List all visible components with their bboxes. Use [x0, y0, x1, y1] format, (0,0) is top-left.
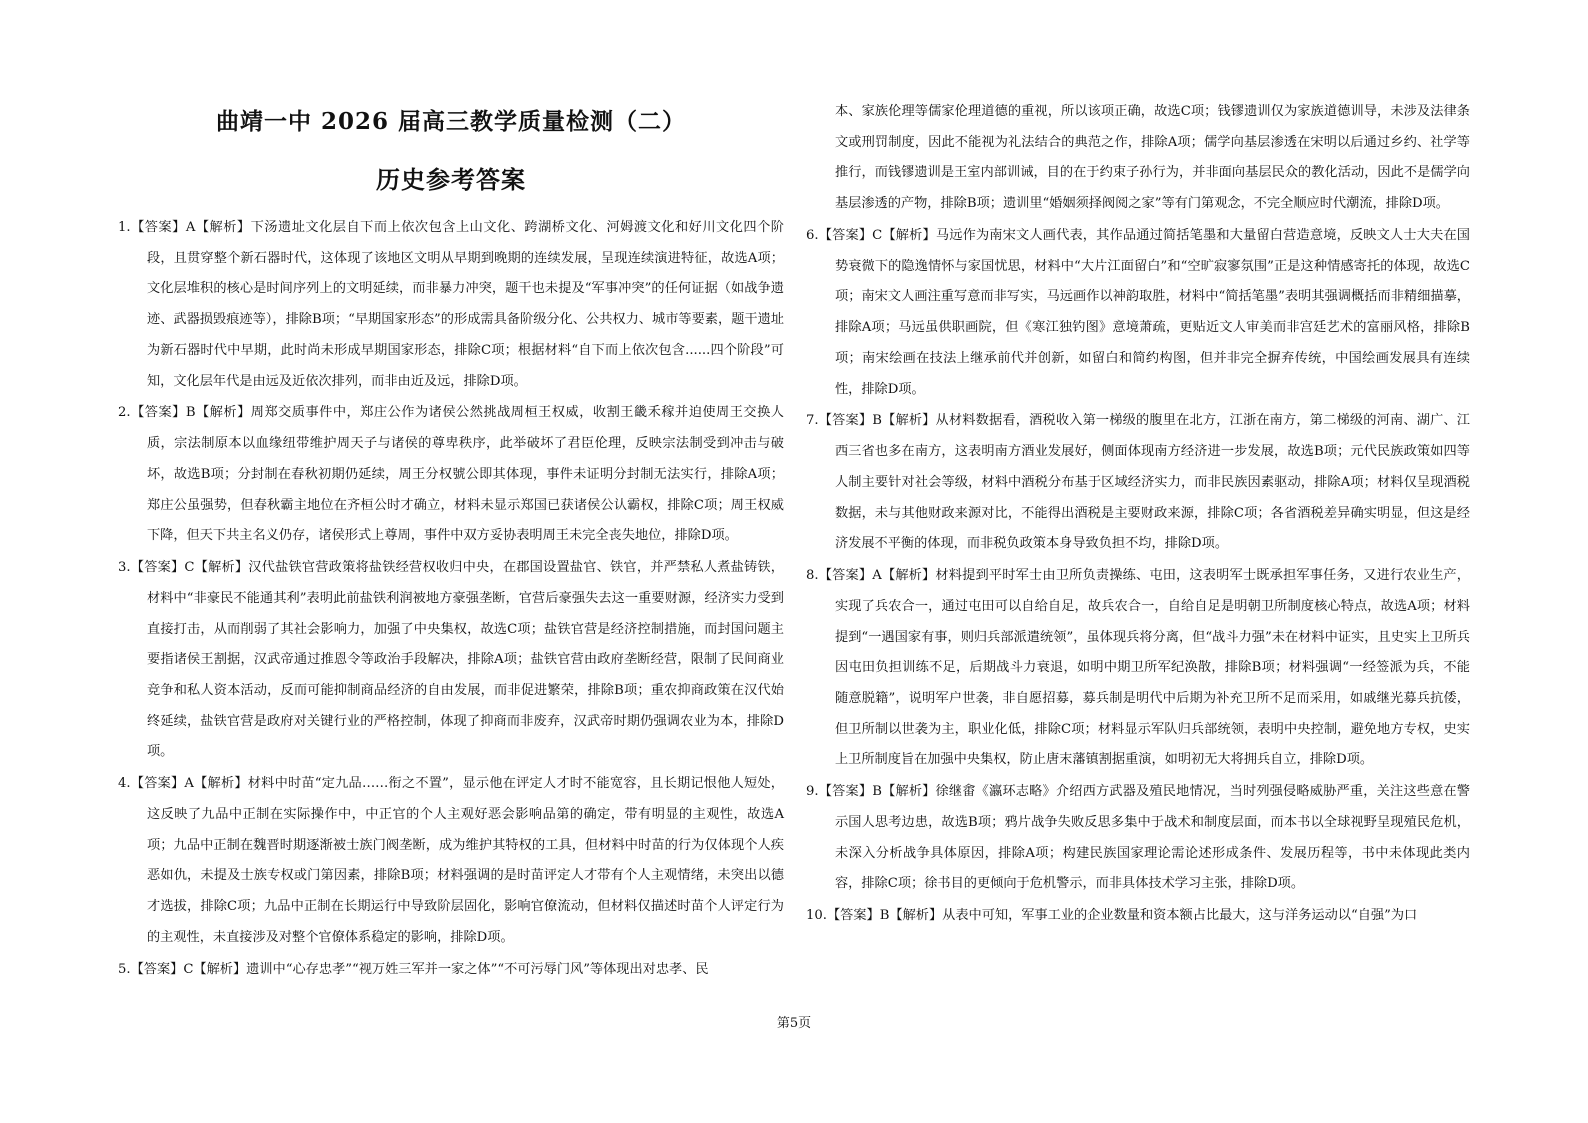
document-title: 曲靖一中 2026 届高三教学质量检测（二） [215, 108, 687, 135]
answer-item-9: 9.【答案】B【解析】徐继畬《瀛环志略》介绍西方武器及殖民地情况，当时列强侵略威胁严重，关注这些意在警示国人思考边患，故选B项；鸦片战争失败反思多集中于战术和制度层面，而本书以全球视野呈现殖民危机，未深入分析战争具体原因，排除A项；构建民族国家理论需论述形成条件、发展历程等，书中未体现此类内容，排除C项；徐书目的更倾向于危机警示，而非具体技术学习主张，排除D项。 [806, 784, 1470, 892]
answer-item-1: 1.【答案】A【解析】下汤遗址文化层自下而上依次包含上山文化、跨湖桥文化、河姆渡文化和好川文化四个阶段，且贯穿整个新石器时代，这体现了该地区文明从早期到晚期的连续发展，呈现连续演进特征，故选A项；文化层堆积的核心是时间序列上的文明延续，而非暴力冲突，题干也未提及“军事冲突”的任何证据（如战争遗迹、武器损毁痕迹等），排除B项；“早期国家形态”的形成需具备阶级分化、公共权力、城市等要素，题干遗址为新石器时代中早期，此时尚未形成早期国家形态，排除C项；根据材料“自下而上依次包含......四个阶段”可知，文化层年代是由远及近依次排列，而非由近及远，排除D项。 [118, 220, 784, 389]
answer-item-8: 8.【答案】A【解析】材料提到平时军士由卫所负责操练、屯田，这表明军士既承担军事任务，又进行农业生产，实现了兵农合一，通过屯田可以自给自足，故兵农合一，自给自足是明朝卫所制度核心特点，故选A项；材料提到“一遇国家有事，则归兵部派遣统领”，虽体现兵将分离，但“战斗力强”未在材料中证实，且史实上卫所兵因屯田负担训练不足，后期战斗力衰退，如明中期卫所军纪涣散，排除B项；材料强调“一经签派为兵，不能随意脱籍”，说明军户世袭，非自愿招募，募兵制是明代中后期为补充卫所不足而采用，如戚继光募兵抗倭，但卫所制以世袭为主，职业化低，排除C项；材料显示军队归兵部统领，表明中央控制，避免地方专权，史实上卫所制度旨在加强中央集权，防止唐末藩镇割据重演，如明初无大将拥兵自立，排除D项。 [806, 568, 1470, 768]
answer-item-5: 5.【答案】C【解析】遗训中“心存忠孝”“视万姓三军并一家之体”“不可污辱门风”等体现出对忠孝、民 [118, 961, 709, 977]
answer-item-10: 10.【答案】B【解析】从表中可知，军事工业的企业数量和资本额占比最大，这与洋务运动以“自强”为口 [806, 908, 1418, 924]
left-answer-list [118, 213, 784, 987]
right-answer-list [806, 97, 1470, 933]
answer-item-3: 3.【答案】C【解析】汉代盐铁官营政策将盐铁经营权收归中央，在郡国设置盐官、铁官，并严禁私人煮盐铸铁，材料中“非豪民不能通其利”表明此前盐铁利润被地方豪强垄断，官营后豪强失去这一重要财源，经济实力受到直接打击，从而削弱了其社会影响力，加强了中央集权，故选C项；盐铁官营是经济控制措施，而封国问题主要指诸侯王割据，汉武帝通过推恩令等政治手段解决，排除A项；盐铁官营由政府垄断经营，限制了民间商业竞争和私人资本活动，反而可能抑制商品经济的自由发展，而非促进繁荣，排除B项；重农抑商政策在汉代始终延续，盐铁官营是政府对关键行业的严格控制，体现了抑商而非废弃，汉武帝时期仍强调农业为本，排除D项。 [118, 560, 784, 760]
answer-item-5-continued: 本、家族伦理等儒家伦理道德的重视，所以该项正确，故选C项；钱镠遗训仅为家族道德训导，未涉及法律条文或刑罚制度，因此不能视为礼法结合的典范之作，排除A项；儒学向基层渗透在宋明以后通过乡约、社学等推行，而钱镠遗训是王室内部训诫，目的在于约束子孙行为，并非面向基层民众的教化活动，因此不是儒学向基层渗透的产物，排除B项；遗训里“婚姻须择阀阅之家”等有门第观念，不完全顺应时代潮流，排除D项。 [835, 104, 1470, 212]
answer-item-4: 4.【答案】A【解析】材料中时苗“定九品……衔之不置”，显示他在评定人才时不能宽容，且长期记恨他人短处，这反映了九品中正制在实际操作中，中正官的个人主观好恶会影响品第的确定，带有明显的主观性，故选A项；九品中正制在魏晋时期逐渐被士族门阀垄断，成为维护其特权的工具，但材料中时苗的行为仅体现个人疾恶如仇，未提及士族专权或门第因素，排除B项；材料强调的是时苗评定人才带有个人主观情绪，未突出以德才选拔，排除C项；九品中正制在长期运行中导致阶层固化，影响官僚流动，但材料仅描述时苗个人评定行为的主观性，未直接涉及对整个官僚体系稳定的影响，排除D项。 [118, 776, 784, 945]
document-subtitle: 历史参考答案 [376, 165, 526, 194]
page-number: 第5页 [776, 1016, 812, 1031]
answer-item-6: 6.【答案】C【解析】马远作为南宋文人画代表，其作品通过简括笔墨和大量留白营造意境，反映文人士大夫在国势衰微下的隐逸情怀与家国忧思，材料中“大片江面留白”和“空旷寂寥氛围”正是这种情感寄托的体现，故选C项；南宋文人画注重写意而非写实，马远画作以神韵取胜，材料中“简括笔墨”表明其强调概括而非精细描摹，排除A项；马远虽供职画院，但《寒江独钓图》意境萧疏，更贴近文人审美而非宫廷艺术的富丽风格，排除B项；南宋绘画在技法上继承前代并创新，如留白和简约构图，但并非完全摒弃传统，中国绘画发展具有连续性，排除D项。 [806, 228, 1470, 397]
answer-item-7: 7.【答案】B【解析】从材料数据看，酒税收入第一梯级的腹里在北方，江浙在南方，第二梯级的河南、湖广、江西三省也多在南方，这表明南方酒业发展好，侧面体现南方经济进一步发展，故选B项；元代民族政策如四等人制主要针对社会等级，材料中酒税分布基于区域经济实力，而非民族因素驱动，排除A项；材料仅呈现酒税数据，未与其他财政来源对比，不能得出酒税是主要财政来源，排除C项；各省酒税差异确实明显，但这是经济发展不平衡的体现，而非税负政策本身导致负担不均，排除D项。 [806, 413, 1470, 552]
answer-item-2: 2.【答案】B【解析】周郑交质事件中，郑庄公作为诸侯公然挑战周桓王权威，收割王畿禾稼并迫使周王交换人质，宗法制原本以血缘纽带维护周天子与诸侯的尊卑秩序，此举破坏了君臣伦理，反映宗法制受到冲击与破坏，故选B项；分封制在春秋初期仍延续，周王分权號公即其体现，事件未证明分封制无法实行，排除A项；郑庄公虽强势，但春秋霸主地位在齐桓公时才确立，材料未显示郑国已获诸侯公认霸权，排除C项；周王权威下降，但天下共主名义仍存，诸侯形式上尊周，事件中双方妥协表明周王未完全丧失地位，排除D项。 [118, 405, 784, 544]
